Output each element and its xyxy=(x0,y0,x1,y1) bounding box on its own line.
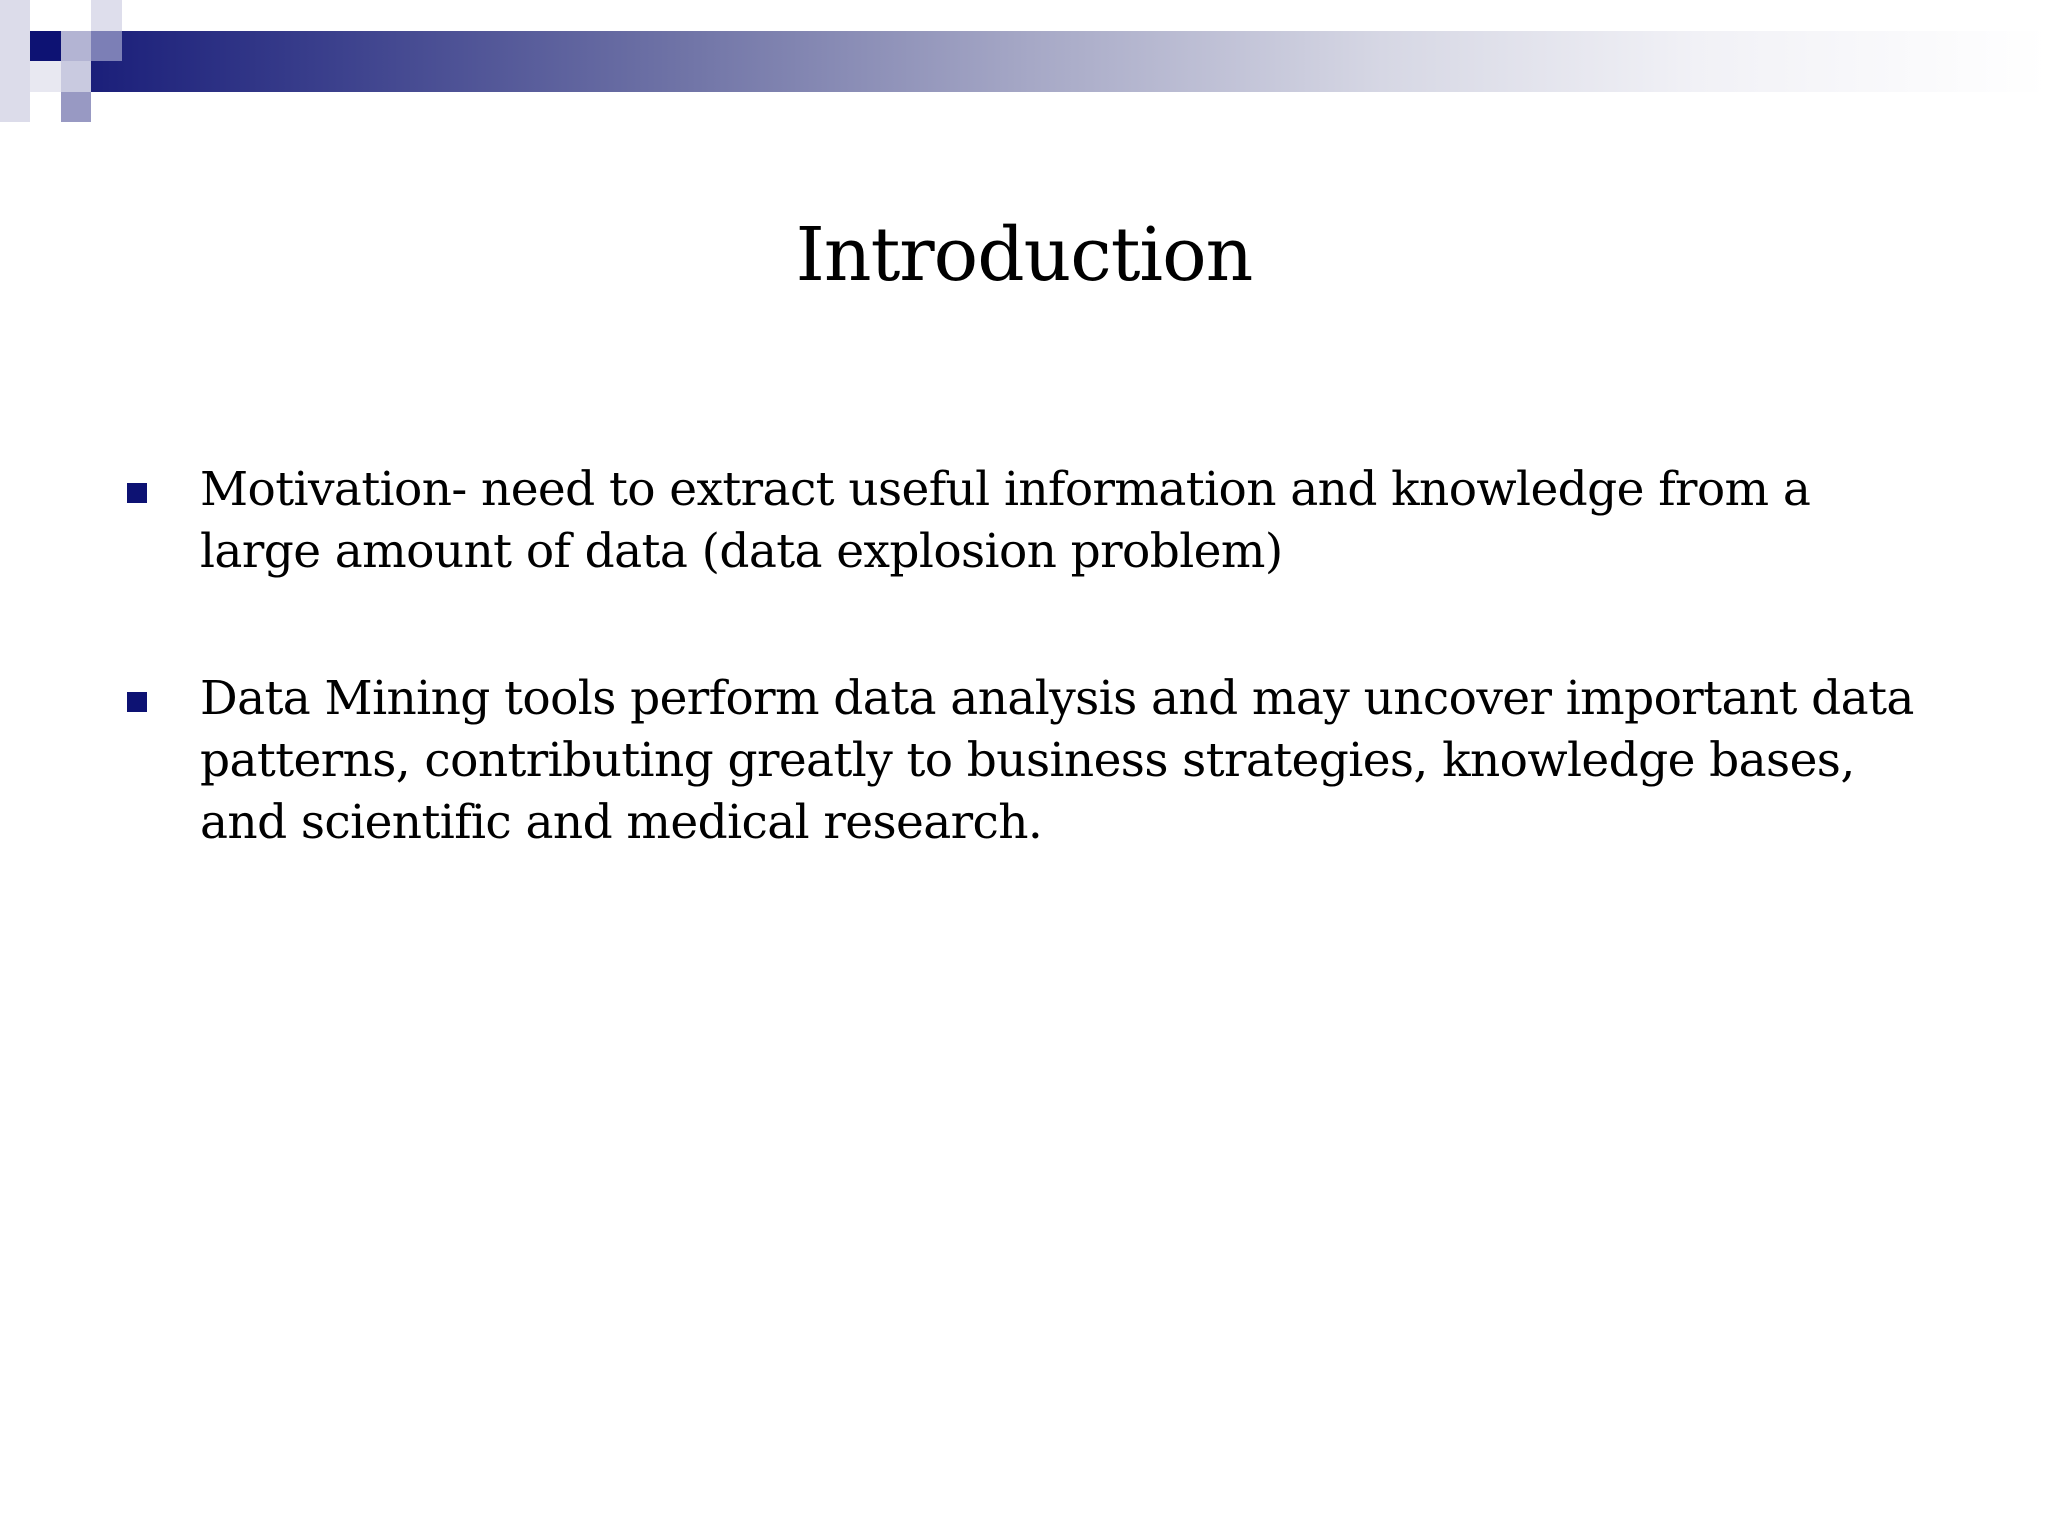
deco-square xyxy=(91,31,122,61)
bullet-text: Motivation- need to extract useful information and knowledge from a large amount of data (data explosion problem) xyxy=(200,462,1811,579)
square-bullet-icon xyxy=(127,692,147,712)
deco-square xyxy=(61,31,91,61)
deco-square xyxy=(30,31,61,61)
deco-square xyxy=(0,0,30,122)
deco-square xyxy=(61,0,91,31)
list-item xyxy=(200,668,1940,854)
slide-title: Introduction xyxy=(795,212,1253,298)
list-item xyxy=(200,459,1940,583)
deco-square xyxy=(61,61,91,92)
deco-square xyxy=(61,92,91,122)
bullet-text: Data Mining tools perform data analysis and may uncover important data patterns, contributing greatly to business strategies, knowledge bases, and scientific and medical research. xyxy=(200,671,1914,850)
title-banner xyxy=(91,31,2048,92)
deco-square xyxy=(91,0,122,31)
deco-square xyxy=(30,61,61,92)
square-bullet-icon xyxy=(127,483,147,503)
